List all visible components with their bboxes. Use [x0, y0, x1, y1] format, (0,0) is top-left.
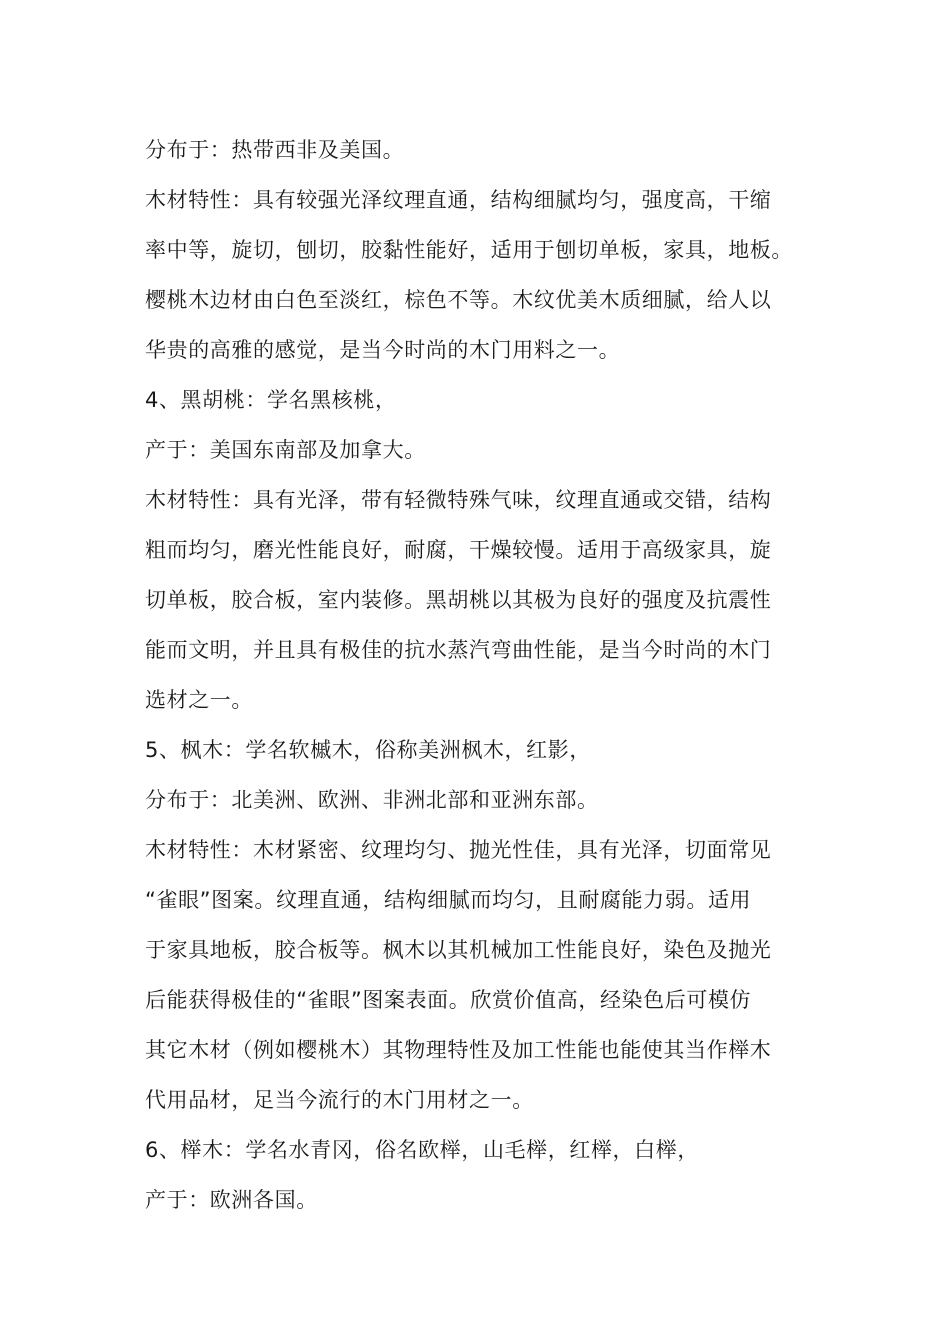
text-line: 产于：美国东南部及加拿大。 — [145, 438, 426, 462]
text-line: 代用品材，足当今流行的木门用材之一。 — [145, 1088, 534, 1112]
text-line: 樱桃木边材由白色至淡红，棕色不等。木纹优美木质细腻，给人以 — [145, 288, 772, 312]
text-line: 后能获得极佳的“雀眼”图案表面。欣赏价值高，经染色后可模仿 — [145, 988, 752, 1012]
text-line: 选材之一。 — [145, 688, 253, 712]
text-line: 于家具地板，胶合板等。枫木以其机械加工性能良好，染色及抛光 — [145, 938, 772, 962]
text-line: 粗而均匀，磨光性能良好，耐腐，干燥较慢。适用于高级家具，旋 — [145, 538, 772, 562]
section-heading-black-walnut: 4、黑胡桃：学名黑核桃， — [145, 388, 397, 412]
text-line: 华贵的高雅的感觉，是当今时尚的木门用料之一。 — [145, 338, 621, 362]
text-line: 木材特性：具有较强光泽纹理直通，结构细腻均匀，强度高，干缩 — [145, 188, 772, 212]
text-line: 其它木材（例如樱桃木）其物理特性及加工性能也能使其当作榉木 — [145, 1038, 772, 1062]
text-line: 木材特性：木材紧密、纹理均匀、抛光性佳，具有光泽，切面常见 — [145, 838, 772, 862]
text-line: “雀眼”图案。纹理直通，结构细腻而均匀，且耐腐能力弱。适用 — [145, 888, 752, 912]
section-heading-beech: 6、榉木：学名水青冈，俗名欧榉，山毛榉，红榉，白榉， — [145, 1138, 699, 1162]
text-line: 分布于：热带西非及美国。 — [145, 138, 405, 162]
text-line: 能而文明，并且具有极佳的抗水蒸汽弯曲性能，是当今时尚的木门 — [145, 638, 772, 662]
section-heading-maple: 5、枫木：学名软槭木，俗称美洲枫木，红影， — [145, 738, 591, 762]
document-body — [145, 125, 835, 1225]
text-line: 切单板，胶合板，室内装修。黑胡桃以其极为良好的强度及抗震性 — [145, 588, 772, 612]
text-line: 率中等，旋切，刨切，胶黏性能好，适用于刨切单板，家具，地板。 — [145, 238, 793, 262]
text-line: 产于：欧洲各国。 — [145, 1188, 318, 1212]
text-line: 木材特性：具有光泽，带有轻微特殊气味，纹理直通或交错，结构 — [145, 488, 772, 512]
text-line: 分布于：北美洲、欧洲、非洲北部和亚洲东部。 — [145, 788, 599, 812]
